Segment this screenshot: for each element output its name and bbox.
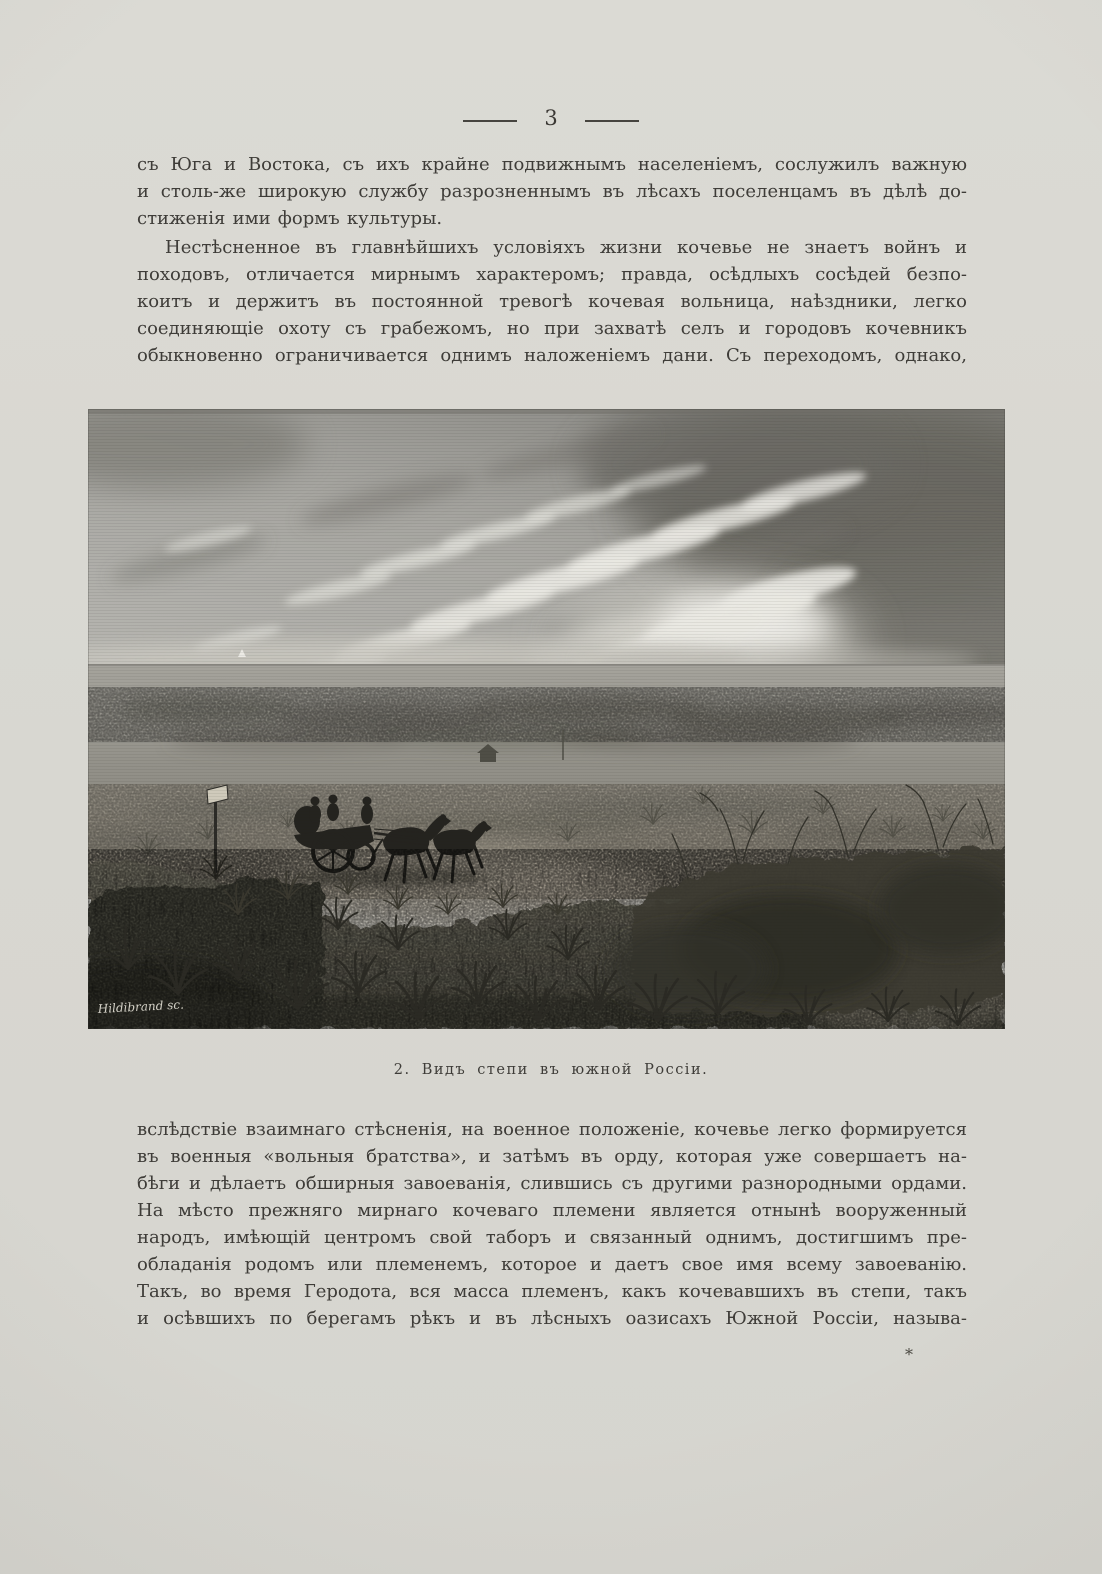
text-line: съ Юга и Востока, съ ихъ крайне подвижнымъ населеніемъ, сослужилъ важную — [137, 154, 967, 175]
page-header — [0, 108, 1102, 129]
text-line: обыкновенно ограничивается однимъ наложеніемъ дани. Съ переходомъ, однако, — [137, 345, 967, 366]
text-line: вслѣдствіе взаимнаго стѣсненія, на военное положеніе, кочевье легко формируется — [137, 1119, 967, 1140]
steppe-illustration — [88, 409, 1005, 1029]
page-number: 3 — [544, 106, 558, 130]
text-line: На мѣсто прежняго мирнаго кочеваго племени является отнынѣ вооруженный — [137, 1200, 967, 1221]
text-line: соединяющіе охоту съ грабежомъ, но при захватѣ селъ и городовъ кочевникъ — [137, 318, 967, 339]
text-line: народъ, имѣющій центромъ свой таборъ и связанный однимъ, достигшимъ пре- — [137, 1227, 967, 1248]
engraving-hatch-overlay — [88, 409, 1005, 1029]
text-line: Нестѣсненное въ главнѣйшихъ условіяхъ жизни кочевье не знаетъ войнъ и — [165, 237, 967, 258]
figure-caption: 2. Видъ степи въ южной Россіи. — [393, 1062, 709, 1078]
paragraph-1 — [137, 151, 967, 232]
text-line: походовъ, отличается мирнымъ характеромъ; правда, осѣдлыхъ сосѣдей безпо- — [137, 264, 967, 285]
paragraph-3 — [137, 1116, 967, 1332]
text-line: въ военныя «вольныя братства», и затѣмъ въ орду, которая уже совершаетъ на- — [137, 1146, 967, 1167]
engraver-signature-left: Hildibrand sc. — [97, 997, 185, 1016]
signature-mark: * — [905, 1345, 913, 1364]
text-line: обладанія родомъ или племенемъ, которое и даетъ свое имя всему завоеванію. — [137, 1254, 967, 1275]
text-line: бѣги и дѣлаетъ обширныя завоеванія, слившись съ другими разнородными ордами. — [137, 1173, 967, 1194]
text-line: коитъ и держитъ въ постоянной тревогѣ кочевая вольница, наѣздники, легко — [137, 291, 967, 312]
paragraph-2 — [137, 234, 967, 369]
text-line: Такъ, во время Геродота, вся масса племенъ, какъ кочевавшихъ въ степи, такъ — [137, 1281, 967, 1302]
text-line: и столь-же широкую службу разрозненнымъ въ лѣсахъ поселенцамъ въ дѣлѣ до- — [137, 181, 967, 202]
text-line: стиженія ими формъ культуры. — [137, 208, 443, 229]
engraver-signature-right: GELOT — [908, 1010, 964, 1023]
header-rule-left — [463, 120, 517, 122]
text-line: и осѣвшихъ по берегамъ рѣкъ и въ лѣсныхъ оазисахъ Южной Россіи, называ- — [137, 1308, 967, 1329]
header-rule-right — [585, 120, 639, 122]
